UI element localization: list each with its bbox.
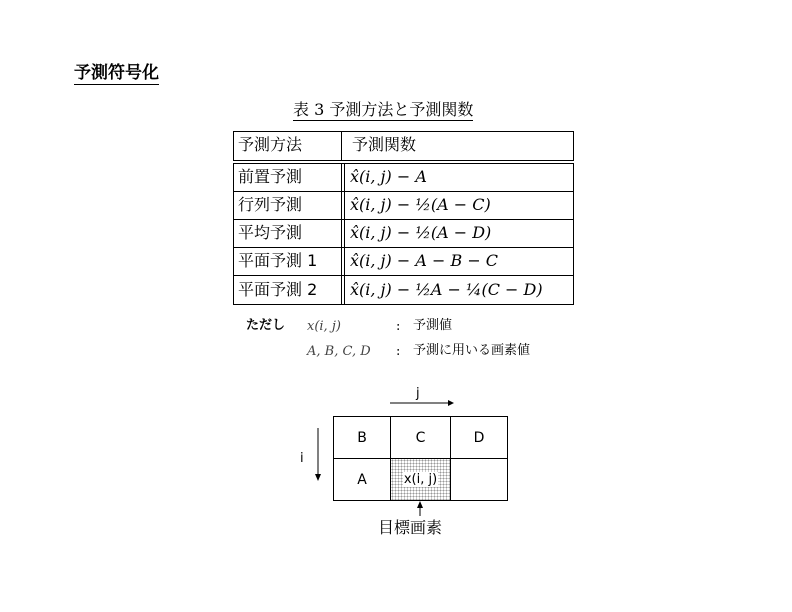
table-row-method: 平面予測 2 bbox=[238, 280, 318, 299]
table-row-function: x̂(i, j) − ½(A − D) bbox=[350, 223, 492, 242]
table-row-method: 前置予測 bbox=[238, 167, 303, 186]
note-separator: : bbox=[396, 319, 401, 334]
table-header-function: 予測関数 bbox=[352, 135, 417, 154]
grid-cell-b: B bbox=[333, 416, 391, 459]
table-body-divider-left bbox=[341, 163, 342, 305]
table-caption bbox=[293, 100, 473, 120]
table-row-function: x̂(i, j) − ½(A − C) bbox=[350, 195, 491, 214]
grid-cell-d: D bbox=[450, 416, 508, 459]
table-row-rule bbox=[233, 247, 574, 248]
table-header-method: 予測方法 bbox=[238, 135, 303, 154]
target-pixel-caption: 目標画素 bbox=[378, 518, 443, 537]
table-row-method: 平面予測 1 bbox=[238, 251, 318, 270]
table-row-method: 平均予測 bbox=[238, 223, 303, 242]
table-row-method: 行列予測 bbox=[238, 195, 303, 214]
table-row-function: x̂(i, j) − A − B − C bbox=[350, 251, 499, 270]
section-title: 予測符号化 bbox=[74, 63, 159, 83]
table-caption-text: 表 3 予測方法と予測関数 bbox=[293, 100, 474, 119]
table-row-rule bbox=[233, 219, 574, 220]
note-separator: : bbox=[396, 344, 401, 359]
target-pixel-label: x(i, j) bbox=[403, 472, 438, 487]
note-description: 予測値 bbox=[413, 318, 453, 333]
grid-cell-a: A bbox=[333, 458, 391, 501]
note-symbol: A, B, C, D bbox=[307, 344, 371, 359]
i-axis-arrow bbox=[313, 426, 323, 482]
grid-cell-empty bbox=[450, 458, 508, 501]
table-row-rule bbox=[233, 275, 574, 276]
table-row-rule bbox=[233, 191, 574, 192]
table-row-function: x̂(i, j) − A bbox=[350, 167, 427, 186]
j-axis-arrow bbox=[388, 398, 454, 408]
notes-lead: ただし bbox=[246, 318, 286, 333]
grid-cell-target bbox=[390, 458, 451, 501]
table-row-function: x̂(i, j) − ½A − ¼(C − D) bbox=[350, 280, 543, 299]
i-axis-label: i bbox=[300, 451, 304, 466]
note-description: 予測に用いる画素値 bbox=[413, 343, 531, 358]
j-axis-label: j bbox=[416, 386, 420, 401]
note-symbol: x(i, j) bbox=[307, 319, 341, 334]
grid-cell-c: C bbox=[390, 416, 451, 459]
table-header-divider bbox=[341, 131, 342, 161]
table-body-divider-right bbox=[344, 163, 345, 305]
target-arrow bbox=[414, 500, 426, 516]
